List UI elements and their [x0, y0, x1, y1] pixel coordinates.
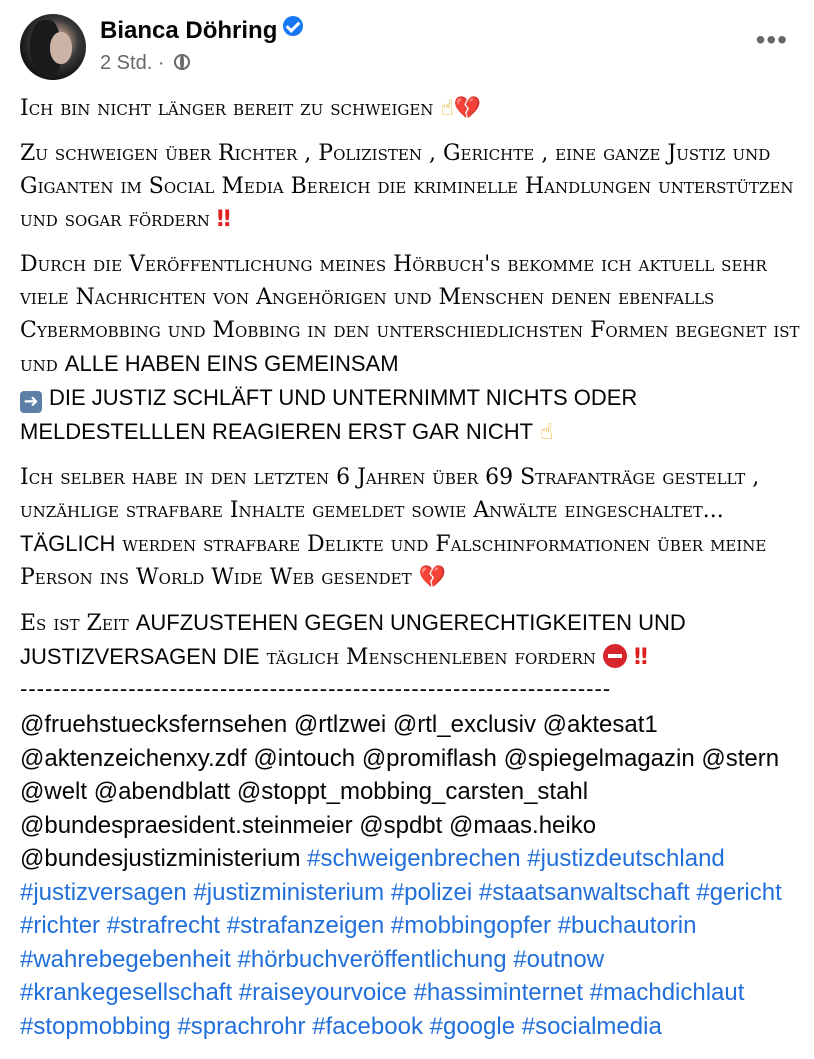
paragraph-2 — [20, 137, 804, 236]
no-entry-icon — [603, 644, 627, 668]
verified-badge-icon — [283, 16, 303, 36]
hashtag-link[interactable]: #hörbuchveröffentlichung — [237, 945, 507, 973]
divider-line: ----------------------------------------------------------------------- — [20, 676, 612, 701]
paragraph-2-text: Zu schweigen über Richter , Polizisten , Gerichte , eine ganze Justiz und Giganten im Social Media Bereich die kriminelle Handlungen unterstützen und sogar fördern — [20, 141, 794, 232]
author-name[interactable]: Bianca Döhring — [100, 17, 278, 44]
meta-separator: · — [157, 52, 165, 74]
hashtag-link[interactable]: #outnow — [513, 945, 605, 973]
mention-link[interactable]: @welt — [20, 778, 88, 805]
hashtag-link[interactable]: #facebook — [312, 1012, 423, 1040]
mention-link[interactable]: @spiegelmagazin — [503, 744, 695, 772]
post-header — [20, 14, 794, 84]
paragraph-4 — [20, 461, 804, 594]
paragraph-5-text-b: täglich Menschenleben fordern — [266, 645, 596, 670]
hashtag-link[interactable]: #strafrecht — [106, 912, 221, 939]
point-up-icon: ☝ — [540, 420, 554, 445]
paragraph-3-caps-2: DIE JUSTIZ SCHLÄFT UND UNTERNIMMT NICHTS ODER MELDESTELLLEN REAGIEREN ERST GAR NICHT — [20, 385, 638, 444]
globe-icon[interactable] — [174, 54, 190, 70]
hashtag-link[interactable]: #hassiminternet — [413, 979, 583, 1006]
mention-link[interactable]: @abendblatt — [93, 778, 231, 805]
paragraph-4-text-a: Ich selber habe in den letzten 6 Jahren über 69 Strafanträge gestellt , unzählige strafbare Inhalte gemeldet sowie Anwälte eingeschaltet... — [20, 465, 760, 523]
avatar-face — [50, 32, 72, 64]
hashtag-link[interactable]: #machdichlaut — [589, 979, 745, 1006]
paragraph-3-caps: ALLE HABEN EINS GEMEINSAM — [64, 351, 399, 376]
hashtag-link[interactable]: #staatsanwaltschaft — [478, 878, 690, 906]
mention-link[interactable]: @stoppt_mobbing_carsten_stahl — [236, 778, 589, 805]
paragraph-3-text: Durch die Veröffentlichung meines Hörbuch's bekomme ich aktuell sehr viele Nachrichten von Angehörigen und Menschen denen ebenfalls Cybermobbing und Mobbing in den unterschiedlichsten Formen begegnet ist und — [20, 252, 800, 377]
mention-link[interactable]: @rtlzwei — [293, 711, 387, 738]
double-exclamation-icon: ‼ — [633, 645, 648, 670]
hashtag-link[interactable]: #justizversagen — [20, 878, 187, 906]
paragraph-3 — [20, 248, 804, 449]
avatar[interactable] — [20, 14, 86, 80]
hashtag-link[interactable]: #sprachrohr — [177, 1012, 306, 1040]
paragraph-5 — [20, 606, 804, 674]
paragraph-4-text-b: werden strafbare Delikte und Falschinformationen über meine Person ins World Wide Web gesendet — [20, 532, 767, 590]
mention-link[interactable]: @aktenzeichenxy.zdf — [20, 744, 247, 772]
more-options-icon[interactable]: ••• — [755, 24, 788, 55]
point-up-icon: ☝ — [440, 96, 454, 121]
mention-link[interactable]: @fruehstuecksfernsehen — [20, 711, 288, 738]
mention-link[interactable]: @stern — [701, 744, 780, 772]
paragraph-5-text-a: Es ist Zeit — [20, 611, 129, 636]
mentions-and-hashtags — [20, 708, 804, 1043]
hashtag-link[interactable]: #krankegesellschaft — [20, 979, 233, 1006]
paragraph-1 — [20, 92, 804, 125]
hashtag-link[interactable]: #buchautorin — [557, 912, 697, 939]
post-meta — [100, 52, 190, 75]
mention-link[interactable]: @maas.heiko — [448, 811, 597, 839]
author-name-row — [100, 16, 303, 45]
broken-heart-icon: 💔 — [418, 565, 446, 590]
hashtag-link[interactable]: #justizdeutschland — [527, 845, 725, 872]
post-body — [20, 92, 804, 1043]
mention-link[interactable]: @intouch — [253, 744, 356, 772]
hashtag-link[interactable]: #schweigenbrechen — [307, 845, 521, 872]
hashtag-link[interactable]: #google — [429, 1012, 516, 1040]
hashtag-link[interactable]: #justizministerium — [193, 878, 385, 906]
paragraph-1-text: Ich bin nicht länger bereit zu schweigen — [20, 96, 434, 121]
hashtag-link[interactable]: #richter — [20, 912, 101, 939]
paragraph-5-caps: AUFZUSTEHEN GEGEN UNGERECHTIGKEITEN UND JUSTIZVERSAGEN DIE — [20, 610, 686, 669]
hashtag-link[interactable]: #strafanzeigen — [226, 912, 385, 939]
broken-heart-icon: 💔 — [453, 96, 482, 121]
mention-link[interactable]: @spdbt — [359, 811, 443, 839]
hashtag-link[interactable]: #mobbingopfer — [390, 912, 552, 939]
hashtag-link[interactable]: #socialmedia — [521, 1012, 662, 1040]
hashtag-link[interactable]: #polizei — [390, 878, 473, 906]
double-exclamation-icon: ‼ — [216, 207, 231, 232]
paragraph-4-caps: TÄGLICH — [20, 531, 116, 556]
hashtag-link[interactable]: #raiseyourvoice — [238, 979, 407, 1006]
mention-link[interactable]: @promiflash — [361, 744, 497, 772]
mention-link[interactable]: @aktesat1 — [542, 711, 658, 738]
mention-link[interactable]: @bundesjustizministerium — [20, 845, 301, 872]
post-time[interactable]: 2 Std. — [100, 52, 153, 74]
hashtag-link[interactable]: #gericht — [696, 878, 782, 906]
right-arrow-icon: ➜ — [20, 391, 42, 413]
mention-link[interactable]: @rtl_exclusiv — [392, 711, 536, 738]
mention-link[interactable]: @bundespraesident.steinmeier — [20, 811, 353, 839]
hashtag-link[interactable]: #wahrebegebenheit — [20, 945, 231, 973]
hashtag-link[interactable]: #stopmobbing — [20, 1012, 171, 1040]
